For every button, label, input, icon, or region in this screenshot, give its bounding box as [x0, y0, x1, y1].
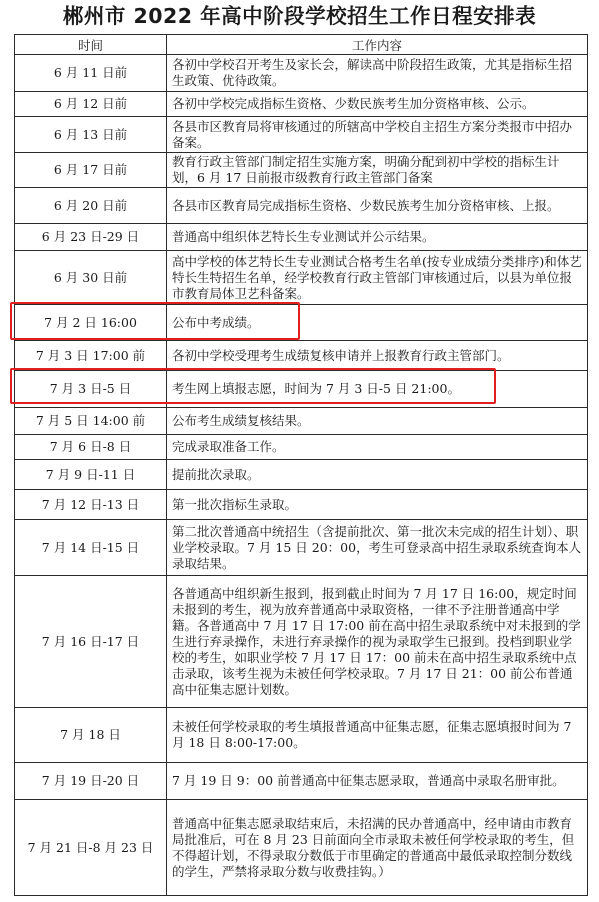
row-time: 6 月 23 日-29 日 — [15, 224, 167, 251]
table-row — [15, 92, 588, 117]
table-row — [15, 576, 588, 708]
row-time: 6 月 17 日前 — [15, 153, 167, 188]
row-time: 6 月 30 日前 — [15, 251, 167, 305]
row-time: 7 月 21 日-8 月 23 日 — [15, 800, 167, 896]
row-content: 普通高中组织体艺特长生专业测试并公示结果。 — [167, 224, 588, 251]
row-content: 教育行政主管部门制定招生实施方案，明确分配到初中学校的指标生计划，6 月 17 日前报市级教育行政主管部门备案 — [167, 153, 588, 188]
row-content: 高中学校的体艺特长生专业测试合格考生名单(按专业成绩分类排序)和体艺特长生特招生名单，经学校教育行政主管部门审核通过后，以县为单位报市教育局体卫艺科备案。 — [167, 251, 588, 305]
row-time: 7 月 5 日 14:00 前 — [15, 408, 167, 435]
row-content: 各县市区教育局完成指标生资格、少数民族考生加分资格审核、上报。 — [167, 188, 588, 224]
row-content: 各初中学校完成指标生资格、少数民族考生加分资格审核、公示。 — [167, 92, 588, 117]
table-row — [15, 800, 588, 896]
row-content: 普通高中征集志愿录取结束后，未招满的民办普通高中，经申请由市教育局批准后，可在 8 月 23 日前面向全市录取未被任何学校录取的考生，但不得超计划，不得录取分数低于市里确定的普通高中最低录取控制分数线的学生，严禁将录取分数与收费挂钩。） — [167, 800, 588, 896]
row-time: 6 月 13 日前 — [15, 117, 167, 153]
table-row — [15, 708, 588, 763]
table-row — [15, 490, 588, 520]
row-content: 第二批次普通高中统招生（含提前批次、第一批次未完成的招生计划）、职业学校录取。7 月 15 日 20：00，考生可登录高中招生录取系统查询本人录取结果。 — [167, 520, 588, 576]
table-row — [15, 188, 588, 224]
table-row — [15, 763, 588, 800]
table-row — [15, 251, 588, 305]
row-content: 7 月 19 日 9：00 前普通高中征集志愿录取，普通高中录取名册审批。 — [167, 763, 588, 800]
schedule-table — [14, 34, 588, 896]
table-row — [15, 224, 588, 251]
row-content: 提前批次录取。 — [167, 460, 588, 490]
table-row — [15, 305, 588, 341]
table-row — [15, 371, 588, 408]
table-row — [15, 117, 588, 153]
row-content: 完成录取准备工作。 — [167, 435, 588, 460]
row-time: 6 月 11 日前 — [15, 55, 167, 92]
table-row — [15, 341, 588, 371]
row-time: 6 月 12 日前 — [15, 92, 167, 117]
table-row — [15, 520, 588, 576]
column-header-time: 时间 — [15, 35, 167, 55]
row-time: 7 月 6 日-8 日 — [15, 435, 167, 460]
row-content: 公布考生成绩复核结果。 — [167, 408, 588, 435]
row-time: 7 月 12 日-13 日 — [15, 490, 167, 520]
row-time: 7 月 16 日-17 日 — [15, 576, 167, 708]
row-content: 第一批次指标生录取。 — [167, 490, 588, 520]
row-time: 7 月 2 日 16:00 — [15, 305, 167, 341]
row-time: 7 月 9 日-11 日 — [15, 460, 167, 490]
row-content: 各县市区教育局将审核通过的所辖高中学校自主招生方案分类报市中招办备案。 — [167, 117, 588, 153]
table-row — [15, 435, 588, 460]
row-time: 7 月 19 日-20 日 — [15, 763, 167, 800]
row-content: 未被任何学校录取的考生填报普通高中征集志愿，征集志愿填报时间为 7 月 18 日 8:00-17:00。 — [167, 708, 588, 763]
table-header-row — [15, 35, 588, 55]
table-row — [15, 153, 588, 188]
row-content: 考生网上填报志愿，时间为 7 月 3 日-5 日 21:00。 — [167, 371, 588, 408]
row-content: 各初中学校召开考生及家长会，解读高中阶段招生政策，尤其是指标生招生政策、优待政策。 — [167, 55, 588, 92]
row-time: 7 月 3 日-5 日 — [15, 371, 167, 408]
row-content: 公布中考成绩。 — [167, 305, 588, 341]
row-content: 各初中学校受理考生成绩复核申请并上报教育行政主管部门。 — [167, 341, 588, 371]
table-row — [15, 55, 588, 92]
row-time: 6 月 20 日前 — [15, 188, 167, 224]
row-time: 7 月 14 日-15 日 — [15, 520, 167, 576]
table-row — [15, 460, 588, 490]
table-row — [15, 408, 588, 435]
page-title: 郴州市 2022 年高中阶段学校招生工作日程安排表 — [62, 4, 537, 28]
row-time: 7 月 18 日 — [15, 708, 167, 763]
column-header-content: 工作内容 — [167, 35, 588, 55]
row-time: 7 月 3 日 17:00 前 — [15, 341, 167, 371]
row-content: 各普通高中组织新生报到，报到截止时间为 7 月 17 日 16:00，规定时间未报到的考生，视为放弃普通高中录取资格，一律不予注册普通高中学籍。各普通高中 7 月 17 日 17:00 前在高中招生录取系统中对未报到的学生进行弃录操作，未进行弃录操作的视为录取学生已报到。投档到职业学校的考生，如职业学校 7 月 17 日 17：00 前未在高中招生录取系统中点击录取，该考生视为未被任何学校录取。7 月 17 日 21：00 前公布普通高中征集志愿计划数。 — [167, 576, 588, 708]
